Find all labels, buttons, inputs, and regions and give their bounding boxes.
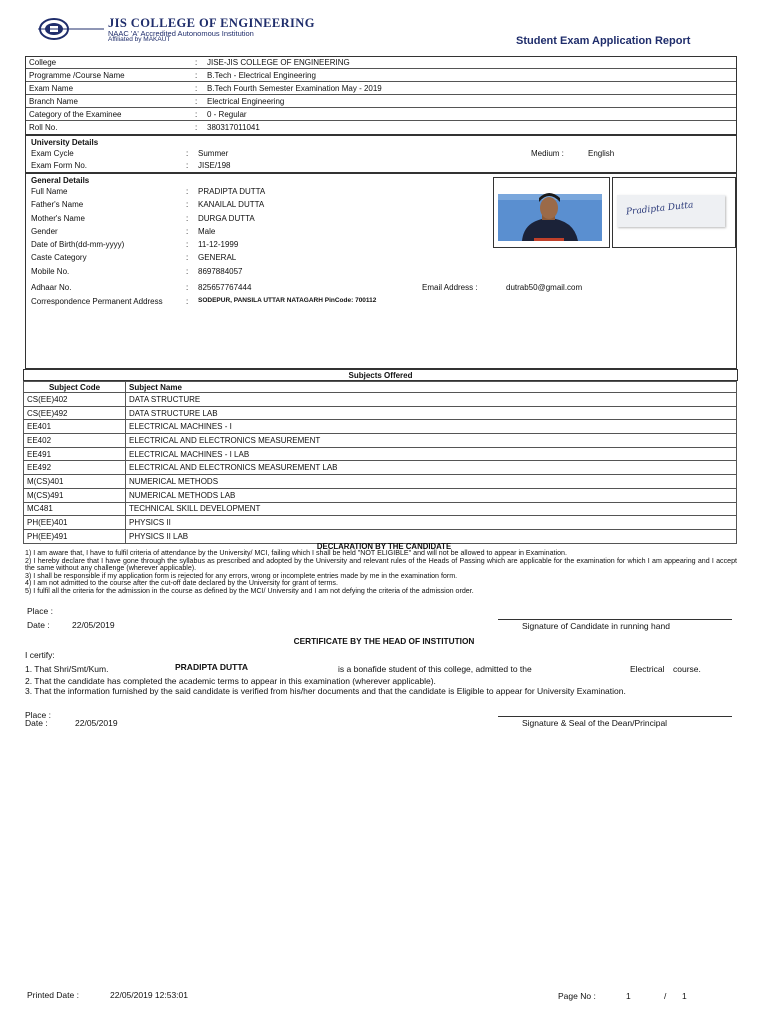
subject-row <box>24 434 737 448</box>
certificate-line2: 2. That the candidate has completed the academic terms to appear in this examination (wherever applicable). <box>25 676 436 686</box>
programme-label: Programme /Course Name <box>29 71 125 80</box>
gender-value: Male <box>198 227 216 236</box>
candidate-signature-line <box>498 619 732 620</box>
subject-code: EE492 <box>24 461 126 475</box>
subject-name: NUMERICAL METHODS <box>126 475 737 489</box>
declaration-text <box>25 550 737 596</box>
dob-value: 11-12-1999 <box>198 240 239 249</box>
caste-value: GENERAL <box>198 253 237 262</box>
subject-code: PH(EE)401 <box>24 516 126 530</box>
exam-name-value: B.Tech Fourth Semester Examination May - 2019 <box>207 84 382 93</box>
university-details-box <box>25 135 737 173</box>
declaration-heading: DECLARATION BY THE CANDIDATE <box>316 542 452 551</box>
mobile-label: Mobile No. <box>31 267 70 276</box>
subject-name: DATA STRUCTURE <box>126 393 737 407</box>
printed-date: 22/05/2019 12:53:01 <box>110 990 188 1000</box>
declaration-point-3: 3) I shall be responsible if my application form is rejected for any errors, wrong or incomplete entries made by me in the examination form. <box>25 571 458 580</box>
mother-name-value: DURGA DUTTA <box>198 214 255 223</box>
general-heading: General Details <box>31 176 90 185</box>
programme-value: B.Tech - Electrical Engineering <box>207 71 316 80</box>
subject-name: NUMERICAL METHODS LAB <box>126 488 737 502</box>
photo-frame <box>493 177 610 248</box>
subject-code: EE402 <box>24 434 126 448</box>
subject-code: MC481 <box>24 502 126 516</box>
exam-form-value: JISE/198 <box>198 161 231 170</box>
subject-row <box>24 475 737 489</box>
subjects-heading: Subjects Offered <box>348 371 413 380</box>
principal-signature-label: Signature & Seal of the Dean/Principal <box>522 718 668 728</box>
dob-label: Date of Birth(dd-mm-yyyy) <box>31 240 125 249</box>
subject-row <box>24 393 737 407</box>
certificate-line1-prefix: 1. That Shri/Smt/Kum. <box>25 664 109 674</box>
category-label: Category of the Examinee <box>29 110 122 119</box>
principal-signature-line <box>498 716 732 717</box>
college-subtitle: NAAC 'A' Accredited Autonomous Institution <box>108 29 254 38</box>
gender-label: Gender <box>31 227 58 236</box>
subject-name: ELECTRICAL MACHINES - I LAB <box>126 447 737 461</box>
subject-row <box>24 461 737 475</box>
subject-row <box>24 516 737 530</box>
certificate-line3: 3. That the information furnished by the said candidate is verified from his/her documents and that the candidate is Eligible to appear for University Examination. <box>25 686 626 696</box>
subject-code: PH(EE)491 <box>24 529 126 543</box>
father-name-value: KANAILAL DUTTA <box>198 200 265 209</box>
college-value: JISE-JIS COLLEGE OF ENGINEERING <box>207 58 350 67</box>
subject-name: TECHNICAL SKILL DEVELOPMENT <box>126 502 737 516</box>
subject-code: EE491 <box>24 447 126 461</box>
college-name: JIS COLLEGE OF ENGINEERING <box>108 16 315 30</box>
subject-row <box>24 488 737 502</box>
subject-code: M(CS)491 <box>24 488 126 502</box>
page-label: Page No : <box>558 991 596 1001</box>
declaration-point-4: 4) I am not admitted to the course after the cut-off date declared by the University for grant of terms. <box>25 579 338 588</box>
subject-name-header: Subject Name <box>126 382 737 393</box>
certificate-heading: CERTIFICATE BY THE HEAD OF INSTITUTION <box>293 636 475 646</box>
certify-text: I certify: <box>25 650 55 660</box>
father-name-label: Father's Name <box>31 200 84 209</box>
declaration-date-label: Date : <box>27 620 50 630</box>
category-value: 0 - Regular <box>207 110 247 119</box>
subjects-heading-row <box>23 369 738 381</box>
declaration-date: 22/05/2019 <box>72 620 115 630</box>
branch-value: Electrical Engineering <box>207 97 285 106</box>
exam-cycle-label: Exam Cycle <box>31 149 74 158</box>
subjects-table <box>23 381 737 544</box>
certificate-student-name: PRADIPTA DUTTA <box>175 662 249 672</box>
subjects-header-row <box>24 382 737 393</box>
exam-name-label: Exam Name <box>29 84 74 93</box>
subject-row <box>24 502 737 516</box>
roll-label: Roll No. <box>29 123 58 132</box>
mobile-value: 8697884057 <box>198 267 243 276</box>
exam-cycle-value: Summer <box>198 149 229 158</box>
printed-date-label: Printed Date : <box>27 990 79 1000</box>
adhaar-label: Adhaar No. <box>31 283 72 292</box>
subject-name: ELECTRICAL MACHINES - I <box>126 420 737 434</box>
address-value: SODEPUR, PANSILA UTTAR NATAGARH PinCode: 700112 <box>198 297 377 304</box>
page-current: 1 <box>626 991 631 1001</box>
branch-label: Branch Name <box>29 97 78 106</box>
subject-name: ELECTRICAL AND ELECTRONICS MEASUREMENT <box>126 434 737 448</box>
subject-code: CS(EE)492 <box>24 406 126 420</box>
subject-name: ELECTRICAL AND ELECTRONICS MEASUREMENT LAB <box>126 461 737 475</box>
college-logo <box>38 18 104 40</box>
certificate-date-label: Date : <box>25 718 48 728</box>
subject-row <box>24 447 737 461</box>
address-label: Correspondence Permanent Address <box>31 297 163 306</box>
medium-label: Medium : <box>531 149 564 158</box>
certificate-date: 22/05/2019 <box>75 718 118 728</box>
subject-code: M(CS)401 <box>24 475 126 489</box>
report-title: Student Exam Application Report <box>516 35 691 47</box>
medium-value: English <box>588 149 615 158</box>
full-name-label: Full Name <box>31 187 68 196</box>
certificate-line1-end: course. <box>673 664 701 674</box>
roll-value: 380317011041 <box>207 123 260 132</box>
candidate-photo <box>494 178 609 247</box>
candidate-signature-label: Signature of Candidate in running hand <box>522 621 670 631</box>
university-heading: University Details <box>31 138 99 147</box>
subject-code-header: Subject Code <box>24 382 126 393</box>
college-label: College <box>29 58 57 67</box>
subject-name: PHYSICS II <box>126 516 737 530</box>
subject-name: DATA STRUCTURE LAB <box>126 406 737 420</box>
signature-frame <box>612 177 736 248</box>
subject-code: EE401 <box>24 420 126 434</box>
certificate-place-label: Place : <box>25 710 51 720</box>
candidate-signature: Pradipta Dutta <box>625 200 694 218</box>
caste-label: Caste Category <box>31 253 87 262</box>
declaration-point-2: 2) I hereby declare that I have gone through the syllabus as prescribed and adopted by the University and relevant rules of the Heads of Passing which are applicable for the examination for which I am appearing and I accept the same without any challenge (wherever applicable). <box>25 556 737 573</box>
subject-row <box>24 420 737 434</box>
signature-image <box>617 195 725 227</box>
email-label: Email Address : <box>422 283 478 292</box>
page-total: 1 <box>682 991 687 1001</box>
subject-code: CS(EE)402 <box>24 393 126 407</box>
declaration-place-label: Place : <box>27 606 53 616</box>
college-affiliation: Affiliated by MAKAUT <box>108 36 171 43</box>
email-value: dutrab50@gmail.com <box>506 283 583 292</box>
subject-row <box>24 529 737 543</box>
subject-name: PHYSICS II LAB <box>126 529 737 543</box>
certificate-course: Electrical <box>630 664 665 674</box>
full-name-value: PRADIPTA DUTTA <box>198 187 266 196</box>
subject-row <box>24 406 737 420</box>
declaration-point-5: 5) I fulfil all the criteria for the admission in the course as defined by the MCI/ University and I am not defying the criteria of the admission order. <box>25 586 474 595</box>
exam-form-label: Exam Form No. <box>31 161 88 170</box>
adhaar-value: 825657767444 <box>198 283 252 292</box>
page-separator: / <box>664 991 667 1001</box>
mother-name-label: Mother's Name <box>31 214 85 223</box>
declaration-point-1: 1) I am aware that, I have to fulfil criteria of attendance by the University/ MCI, failing which I shall be held "NOT ELIGIBLE" and will not be allowed to appear in Examination. <box>25 549 567 557</box>
certificate-line1-mid: is a bonafide student of this college, admitted to the <box>338 664 532 674</box>
